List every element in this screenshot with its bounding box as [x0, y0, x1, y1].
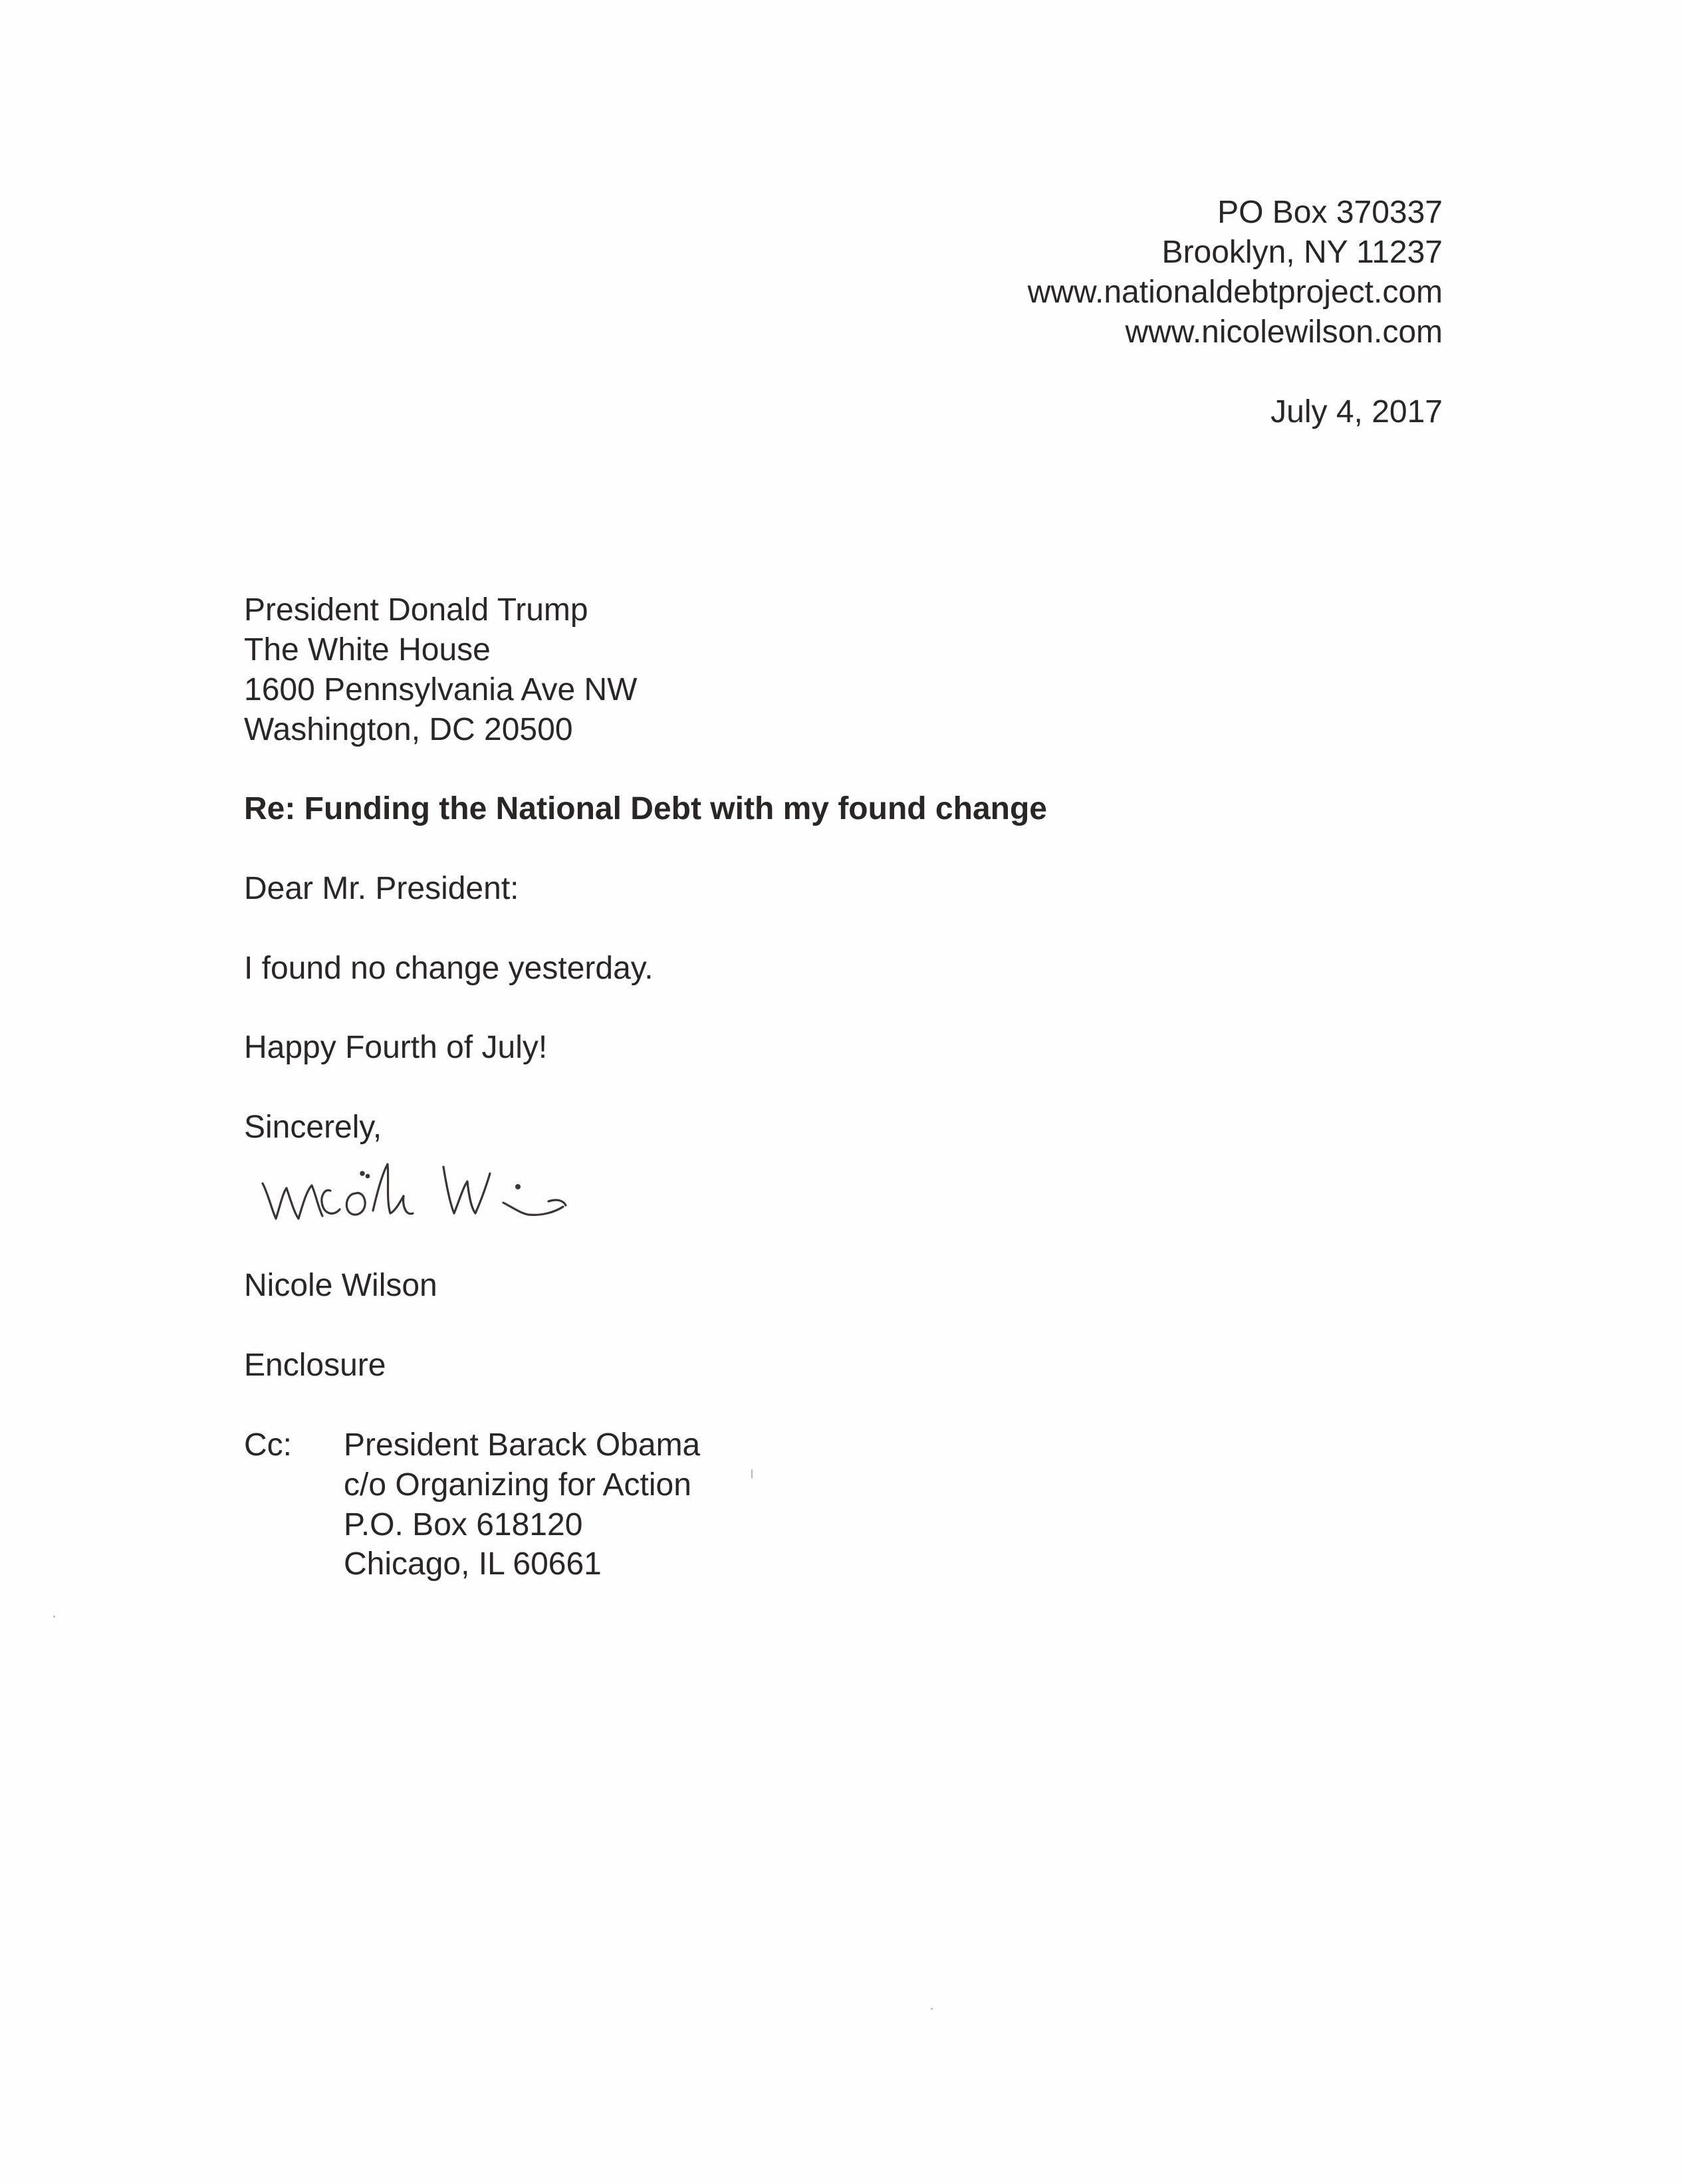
cc-line-1: President Barack Obama	[344, 1427, 701, 1463]
sender-address-line1: PO Box 370337	[1217, 195, 1443, 230]
scan-speck	[931, 2008, 933, 2010]
closing: Sincerely,	[244, 1110, 382, 1145]
sender-address-line2: Brooklyn, NY 11237	[1161, 235, 1443, 270]
scan-speck	[751, 1469, 753, 1479]
body-paragraph-1: I found no change yesterday.	[244, 951, 654, 986]
cc-label: Cc:	[244, 1427, 292, 1463]
cc-line-2: c/o Organizing for Action	[344, 1467, 691, 1503]
sender-website-1: www.nationaldebtproject.com	[1027, 275, 1443, 310]
salutation: Dear Mr. President:	[244, 871, 519, 906]
cc-line-4: Chicago, IL 60661	[344, 1546, 602, 1582]
letter-date: July 4, 2017	[1270, 394, 1443, 429]
recipient-line4: Washington, DC 20500	[244, 712, 573, 747]
subject-line: Re: Funding the National Debt with my found change	[244, 791, 1047, 826]
sender-website-2: www.nicolewilson.com	[1125, 314, 1443, 350]
recipient-line3: 1600 Pennsylvania Ave NW	[244, 672, 638, 707]
recipient-name: President Donald Trump	[244, 592, 588, 628]
body-paragraph-2: Happy Fourth of July!	[244, 1030, 548, 1065]
handwritten-signature	[256, 1147, 668, 1240]
signer-name: Nicole Wilson	[244, 1268, 437, 1303]
scan-speck	[53, 1616, 55, 1618]
cc-line-3: P.O. Box 618120	[344, 1507, 583, 1542]
recipient-line2: The White House	[244, 632, 491, 667]
enclosure-note: Enclosure	[244, 1348, 386, 1383]
